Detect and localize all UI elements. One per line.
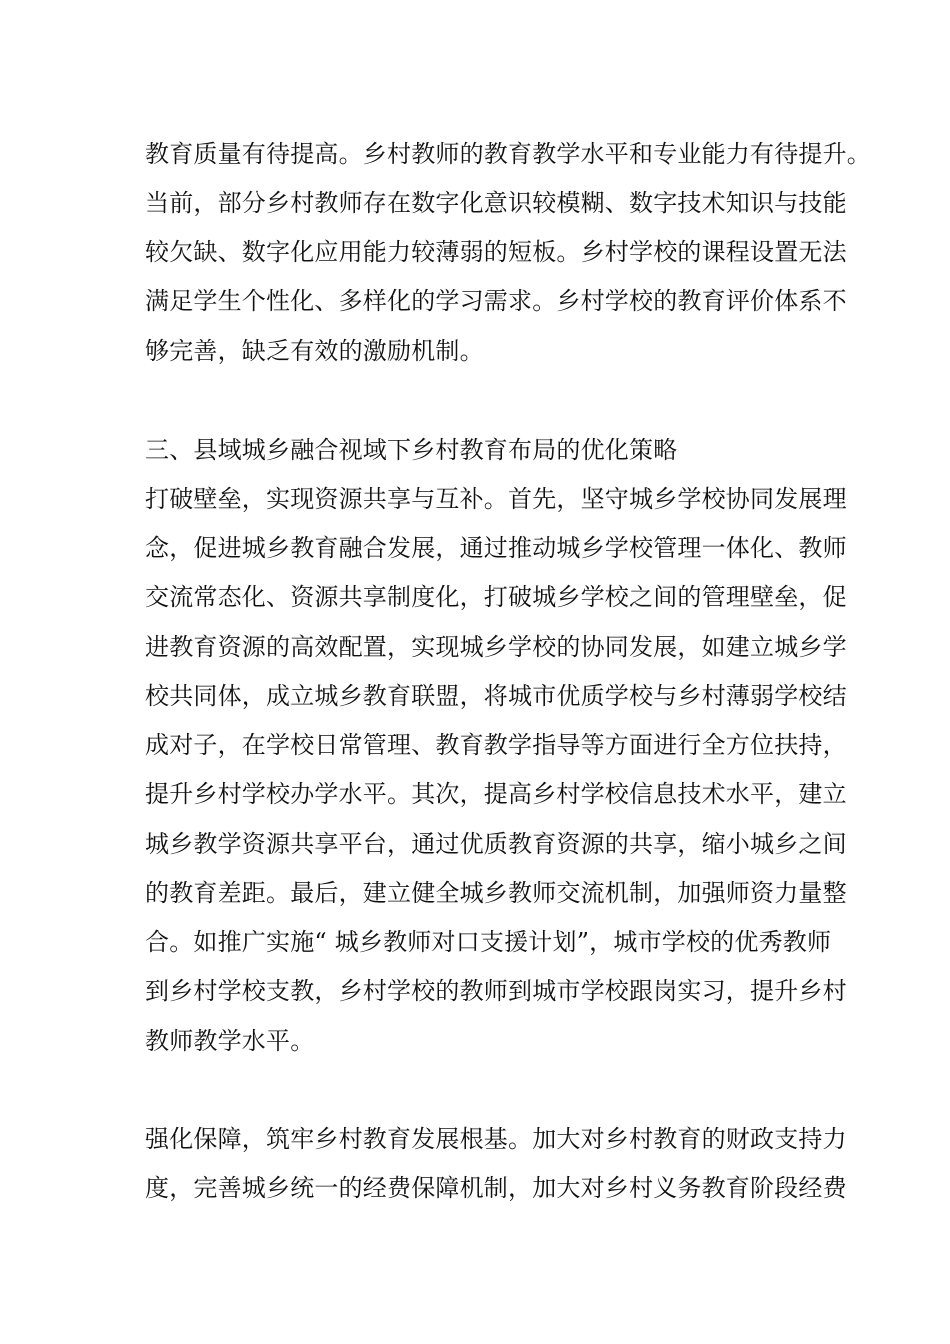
paragraph-2-line-7: 提升乡村学校办学水平。其次，提高乡村学校信息技术水平，建立	[145, 780, 847, 808]
paragraph-2-line-9: 的教育差距。最后，建立健全城乡教师交流机制，加强师资力量整	[145, 879, 847, 907]
paragraph-2-line-3: 交流常态化、资源共享制度化，打破城乡学校之间的管理壁垒，促	[145, 583, 847, 611]
paragraph-2-line-4: 进教育资源的高效配置，实现城乡学校的协同发展，如建立城乡学	[145, 633, 847, 661]
paragraph-1-line-4: 满足学生个性化、多样化的学习需求。乡村学校的教育评价体系不	[145, 287, 847, 315]
paragraph-2-line-11: 到乡村学校支教，乡村学校的教师到城市学校跟岗实习，提升乡村	[145, 977, 847, 1005]
paragraph-2-line-6: 成对子，在学校日常管理、教育教学指导等方面进行全方位扶持，	[145, 731, 847, 759]
paragraph-1-line-2: 当前，部分乡村教师存在数字化意识较模糊、数字技术知识与技能	[145, 189, 847, 217]
paragraph-2-line-8: 城乡教学资源共享平台，通过优质教育资源的共享，缩小城乡之间	[145, 830, 847, 858]
paragraph-2-line-2: 念，促进城乡教育融合发展，通过推动城乡学校管理一体化、教师	[145, 534, 847, 562]
paragraph-2-line-12: 教师教学水平。	[145, 1027, 315, 1055]
paragraph-1-line-3: 较欠缺、数字化应用能力较薄弱的短板。乡村学校的课程设置无法	[145, 238, 847, 266]
paragraph-1-line-1: 教育质量有待提高。乡村教师的教育教学水平和专业能力有待提升。	[145, 140, 871, 168]
paragraph-2-line-5: 校共同体，成立城乡教育联盟，将城市优质学校与乡村薄弱学校结	[145, 682, 847, 710]
paragraph-2-line-10: 合。如推广实施“ 城乡教师对口支援计划”，城市学校的优秀教师	[145, 928, 832, 956]
paragraph-1-line-5: 够完善，缺乏有效的激励机制。	[145, 337, 484, 365]
paragraph-2-line-1: 打破壁垒，实现资源共享与互补。首先，坚守城乡学校协同发展理	[145, 485, 847, 513]
paragraph-3-line-2: 度，完善城乡统一的经费保障机制，加大对乡村义务教育阶段经费	[145, 1174, 847, 1202]
paragraph-3-line-1: 强化保障，筑牢乡村教育发展根基。加大对乡村教育的财政支持力	[145, 1125, 847, 1153]
section-heading: 三、县域城乡融合视域下乡村教育布局的优化策略	[145, 436, 678, 464]
